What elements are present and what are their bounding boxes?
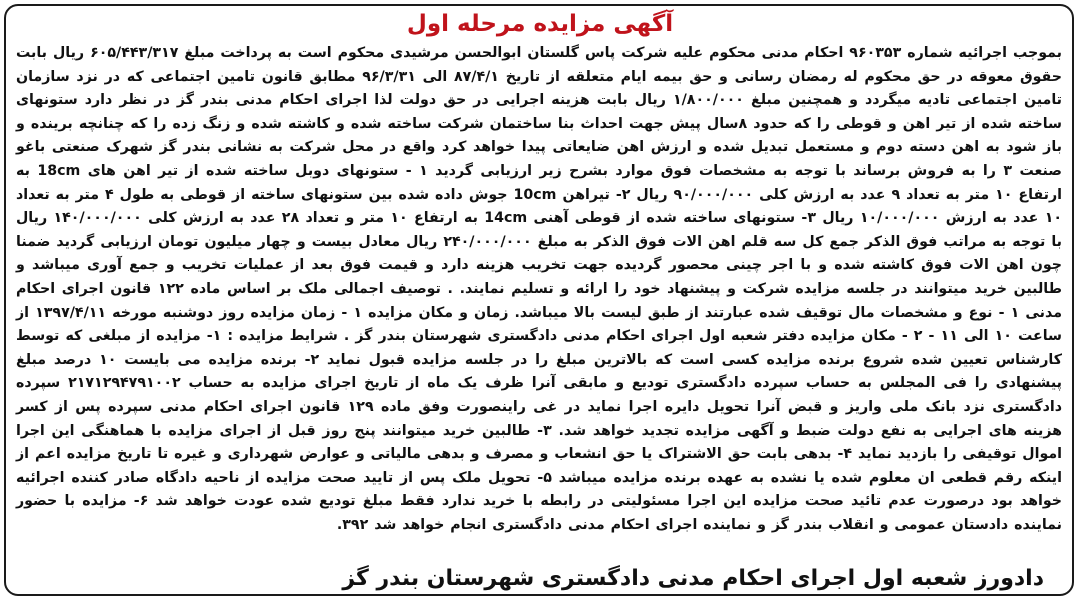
- notice-signature: دادورز شعبه اول اجرای احکام مدنی دادگستری شهرستان بندر گز: [342, 566, 1044, 591]
- notice-title: آگهی مزایده مرحله اول: [406, 11, 674, 37]
- notice-body: بموجب اجرائیه شماره ۹۶۰۳۵۳ احکام مدنی محکوم علیه شرکت پاس گلستان ابوالحسن مرشیدی محکوم است به پرداخت مبلغ ۶۰۵/۴۴۳/۳۱۷ ریال بابت حقوق معوقه در حق محکوم له رمضان رسانی و حق بیمه ایام متعلقه از تاریخ ۸۷/۴/۱ الی ۹۶/۳/۳۱ مطابق قانون تامین اجتماعی که در نزد سازمان تامین اجتماعی تادیه میگردد و همچنین مبلغ ۱/۸۰۰/۰۰۰ ریال بابت هزینه اجرایی در حق دولت لذا اجرای احکام مدنی بندر گز در نظر دارد ستونهای ساخته شده از تیر اهن و قوطی را که حدود ۸سال پیش جهت احداث بنا ساختمان شرکت ساخته شده و کاشته شده و زنگ زده را که چنانچه برینده و باز شود به اهن دسته دوم و مستعمل تبدیل شده و ارزش اهن ضایعاتی پیدا خواهد کرد واقع در محل شرکت به نشانی بندر گز شهرک صنعتی باغو صنعت ۳ را به فروش برساند با توجه به مشخصات فوق موارد بشرح زیر ارزیابی گردید ۱ - ستونهای دوبل ساخته شده از تیر اهن های 18cm به ارتفاع ۱۰ متر به تعداد ۹ عدد به ارزش کلی ۹۰/۰۰۰/۰۰۰ ریال ۲- تیراهن 10cm جوش داده شده بین ستونهای ساخته از قوطی به طول ۴ متر به تعداد ۱۰ عدد به ارزش ۱۰/۰۰۰/۰۰۰ ریال ۳- ستونهای ساخته شده از قوطی آهنی 14cm به ارتفاع ۱۰ متر و تعداد ۲۸ عدد به ارزش کلی ۱۴۰/۰۰۰/۰۰۰ ریال با توجه به مراتب فوق الذکر جمع کل سه قلم اهن الات فوق الذکر به مبلغ ۲۴۰/۰۰۰/۰۰۰ ریال معادل بیست و چهار میلیون تومان ارزیابی گردید ضمنا چون اهن الات فوق کاشته شده و با اجر چینی محصور گردیده جهت تخریب هزینه دارد و قیمت فوق بعد از عملیات تخریب و جمع آوری میباشد و طالبین خرید میتوانند در جلسه مزایده شرکت و پیشنهاد خود را ارائه و تسلیم نمایند. . توصیف اجمالی ملک بر اساس ماده ۱۲۲ قانون اجرای احکام مدنی ۱ - نوع و مشخصات مال توقیف شده عبارتند از طبق لیست بالا میباشد. زمان و مکان مزایده ۱ - زمان مزایده روز دوشنبه مورخه ۱۳۹۷/۴/۱۱ از ساعت ۱۰ الی ۱۱ - ۲ - مکان مزایده دفتر شعبه اول اجرای احکام مدنی دادگستری شهرستان بندر گز . شرایط مزایده : ۱- مزایده از مبلغی که توسط کارشناس تعیین شده شروع برنده مزایده کسی است که بالاترین مبلغ را در جلسه مزایده قبول نماید ۲- برنده مزایده می بایست ۱۰ درصد مبلغ پیشنهادی را فی المجلس به حساب سپرده دادگستری تودیع و مابقی آنرا ظرف یک ماه از تاریخ اجرای مزایده به حساب ۲۱۷۱۲۹۴۷۹۱۰۰۲ سپرده دادگستری نزد بانک ملی واریز و قبض آنرا تحویل دایره اجرا نماید در غی راینصورت وفق ماده ۱۲۹ قانون اجرای احکام مدنی سپرده پس از کسر هزینه های اجرایی به نفع دولت ضبط و آگهی مزایده تجدید خواهد شد. ۳- طالبین خرید میتوانند پنج روز قبل از اجرای مزایده با هماهنگی این اجرا اموال توقیفی را بازدید نماید ۴- بدهی بابت حق الاشتراک یا حق انشعاب و مصرف و بدهی مالیاتی و عوارض شهرداری و غیره تا تاریخ مزایده اعم از اینکه رقم قطعی ان معلوم شده یا نشده به عهده برنده مزایده میباشد ۵- تحویل ملک پس از تایید صحت مزایده از ناحیه دادگاه صادر کننده اجرائیه خواهد بود درصورت عدم تائید صحت مزایده این اجرا مسئولیتی در رابطه با خرید ندارد فقط مبلغ تودیع شده عودت خواهد شد ۶- مزایده با حضور نماینده دادستان عمومی و انقلاب بندر گز و نماینده اجرای احکام مدنی دادگستری انجام خواهد شد ۳۹۲.: [16, 45, 1063, 533]
